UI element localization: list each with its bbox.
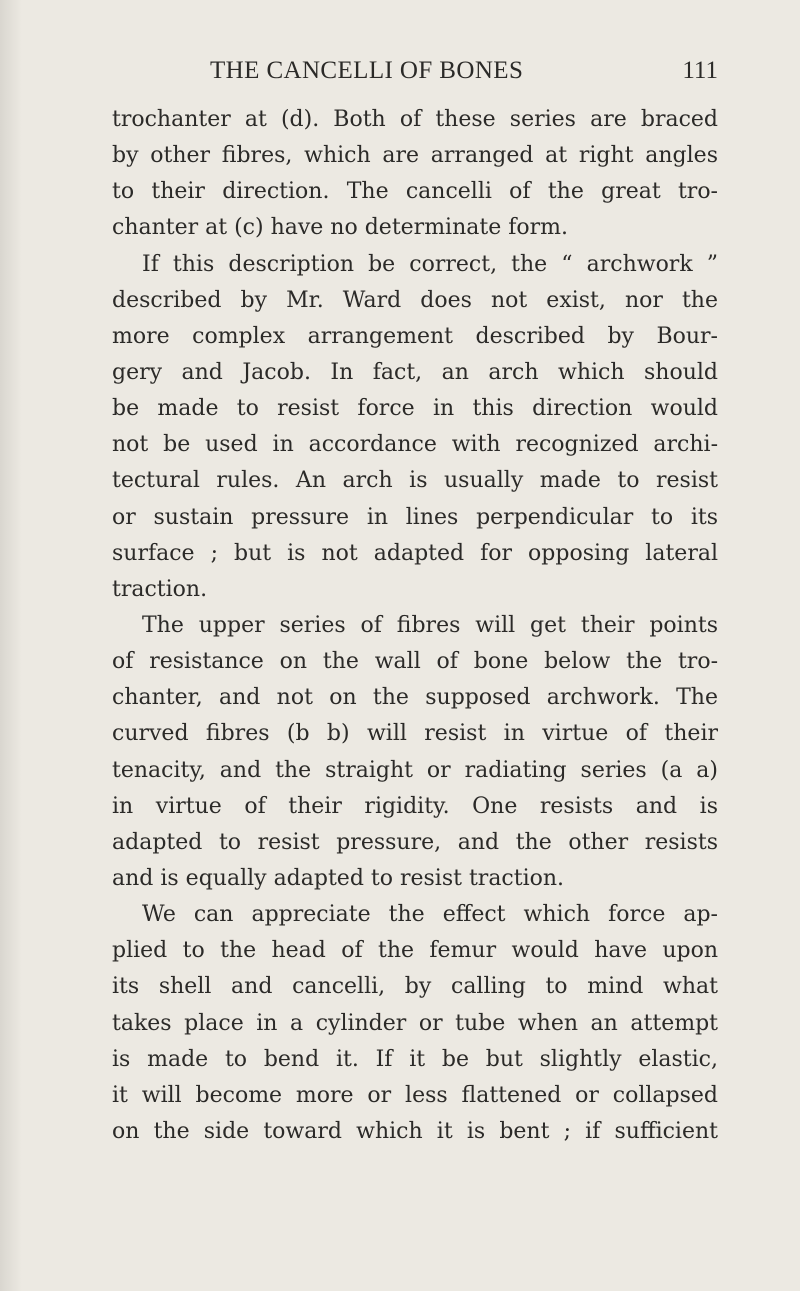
text-line: by other fibres, which are arranged at right angles [112,143,718,169]
text-line: curved fibres (b b) will resist in virtue of their [112,721,718,747]
text-line: in virtue of their rigidity. One resists and is [112,793,718,819]
paragraph-start-line: If this description be correct, the “ archwork ” [142,251,718,277]
page-edge-shadow [0,0,22,1291]
page-number: 111 [682,57,718,84]
text-line: be made to resist force in this direction would [112,396,718,422]
text-line: takes place in a cylinder or tube when an attempt [112,1010,718,1036]
paragraph-start-line: We can appreciate the effect which force ap- [142,902,718,928]
text-line: its shell and cancelli, by calling to mind what [112,974,718,1000]
text-line: to their direction. The cancelli of the great tro- [112,179,718,205]
paragraph-start-line: The upper series of fibres will get their points [142,612,718,638]
text-line: is made to bend it. If it be but slightly elastic, [112,1046,718,1072]
text-line: adapted to resist pressure, and the other resists [112,829,718,855]
body-text [112,102,718,1150]
text-line: surface ; but is not adapted for opposing lateral [112,540,718,566]
text-line: gery and Jacob. In fact, an arch which should [112,359,718,385]
text-line: more complex arrangement described by Bour- [112,323,718,349]
text-line: chanter at (c) have no determinate form. [112,215,568,241]
text-line: of resistance on the wall of bone below the tro- [112,649,718,675]
text-line: described by Mr. Ward does not exist, nor the [112,287,718,313]
text-line: chanter, and not on the supposed archwork. The [112,685,718,711]
text-line: it will become more or less flattened or collapsed [112,1082,718,1108]
text-line: and is equally adapted to resist traction. [112,865,565,891]
text-line: not be used in accordance with recognized archi- [112,432,718,458]
page-header [112,54,718,88]
text-line: on the side toward which it is bent ; if sufficient [112,1118,718,1144]
text-line: plied to the head of the femur would have upon [112,938,718,964]
text-line: trochanter at (d). Both of these series are braced [112,107,718,132]
text-line: tectural rules. An arch is usually made to resist [112,468,718,494]
text-line: or sustain pressure in lines perpendicular to its [112,504,718,530]
running-title: THE CANCELLI OF BONES [210,57,524,84]
text-line: traction. [112,576,208,602]
text-line: tenacity, and the straight or radiating series (a a) [112,757,718,783]
